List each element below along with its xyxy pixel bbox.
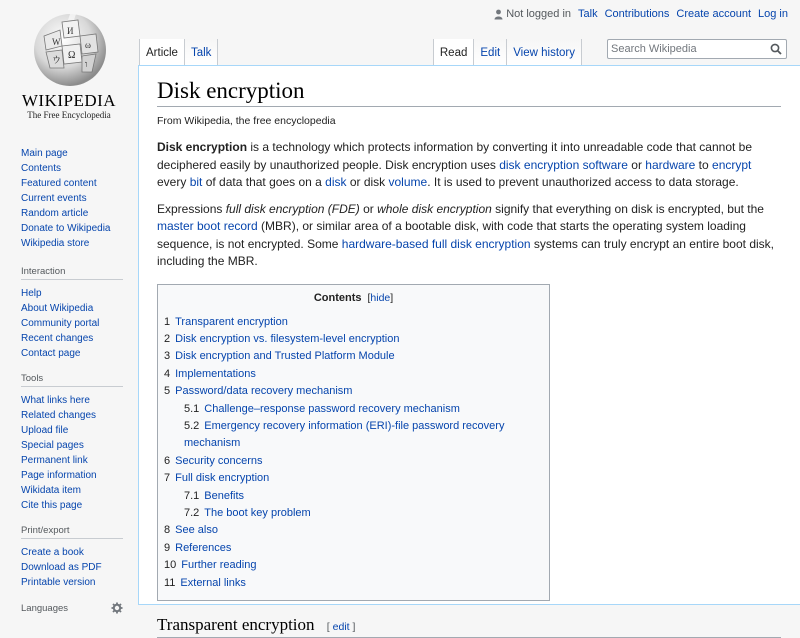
sidebar-list-item (21, 560, 138, 575)
toc-link-password-data-recovery-mechanism[interactable]: Password/data recovery mechanism (175, 385, 353, 398)
link-volume[interactable]: volume (388, 175, 428, 189)
toc-entry-number: 5.1 (184, 402, 200, 415)
sidebar-item-download-as-pdf[interactable]: Download as PDF (21, 562, 102, 573)
svg-text:ו: ו (85, 59, 88, 69)
sidebar-item-upload-file[interactable]: Upload file (21, 425, 69, 436)
toc-link-security-concerns[interactable]: Security concerns (175, 454, 263, 467)
sidebar-list-item (21, 468, 138, 483)
create-account-link[interactable]: Create account (676, 8, 752, 20)
bracket: [ (326, 621, 330, 633)
toc-link-transparent-encryption[interactable]: Transparent encryption (175, 315, 288, 328)
print-portal (0, 525, 138, 590)
sidebar-item-contents[interactable]: Contents (21, 163, 62, 174)
toc-link-external-links[interactable]: External links (180, 576, 246, 589)
sidebar-list-item (21, 161, 138, 176)
italic-term-fde: full disk encryption (FDE) (225, 201, 360, 216)
toc-link-further-reading[interactable]: Further reading (181, 559, 257, 572)
toc-entry[interactable] (164, 488, 543, 505)
tab-read-label: Read (439, 47, 468, 59)
sidebar-item-wikipedia-store[interactable]: Wikipedia store (21, 238, 90, 249)
sidebar-list-item (21, 331, 138, 346)
sidebar-item-related-changes[interactable]: Related changes (21, 410, 97, 421)
toc-entry[interactable] (164, 383, 543, 400)
toc-entry[interactable] (164, 366, 543, 383)
sidebar-item-special-pages[interactable]: Special pages (21, 440, 84, 451)
toc-title-row (164, 292, 543, 304)
link-bit[interactable]: bit (189, 175, 203, 189)
sidebar-item-about-wikipedia[interactable]: About Wikipedia (21, 303, 94, 314)
personal-tools (494, 8, 788, 20)
sidebar-list-item (21, 316, 138, 331)
bracket: ] (352, 621, 356, 633)
toc-link-disk-encryption-and-trusted-platform-module[interactable]: Disk encryption and Trusted Platform Module (175, 350, 395, 363)
toc-entry-number: 10 (164, 559, 177, 572)
toc-entry[interactable] (164, 453, 543, 470)
link-master-boot-record[interactable]: master boot record (157, 219, 258, 233)
languages-portal (0, 602, 138, 614)
log-in-link[interactable]: Log in (758, 8, 788, 20)
text-run: is a technology which protects information by converting it into unreadable code that cannot be deciphered easily by unauthorized people. Disk encryption uses (157, 140, 753, 172)
sidebar-list-item (21, 146, 138, 161)
intro-paragraph-1 (157, 139, 779, 192)
toc-entry[interactable] (164, 314, 543, 331)
toc-entry-number: 7.2 (184, 506, 200, 519)
text-run: signify that everything on disk is encrypted, but the (491, 201, 764, 216)
svg-text:ω: ω (85, 40, 91, 50)
link-hardware-based-fde[interactable]: hardware-based full disk encryption (341, 236, 531, 251)
toc-entry[interactable] (164, 505, 543, 522)
navigation-list (21, 146, 138, 251)
text-run: every (157, 175, 190, 189)
sidebar-list-item (21, 346, 138, 361)
sidebar-item-main-page[interactable]: Main page (21, 148, 68, 159)
toc-link-see-also[interactable]: See also (175, 524, 218, 537)
toc-entry-number: 5.2 (184, 419, 200, 432)
sidebar-item-printable-version[interactable]: Printable version (21, 577, 96, 588)
wikipedia-globe-icon (30, 10, 110, 90)
sidebar-list-item (21, 176, 138, 191)
languages-heading-row (21, 602, 123, 614)
sidebar-list-item (21, 453, 138, 468)
toc-link-disk-encryption-vs-filesystem-level-encryption[interactable]: Disk encryption vs. filesystem-level encryption (175, 332, 400, 345)
sidebar-item-page-information[interactable]: Page information (21, 470, 97, 481)
section-title: Transparent encryption (157, 615, 315, 634)
not-logged-in-label: Not logged in (506, 8, 572, 20)
text-run: . It is used to prevent unauthorized access to data storage. (427, 175, 739, 189)
text-run: to (695, 157, 713, 172)
table-of-contents (157, 284, 550, 602)
italic-term-whole-disk: whole disk encryption (377, 201, 492, 216)
interaction-portal (0, 266, 138, 361)
toc-hide-link[interactable]: hide (370, 291, 391, 304)
wikipedia-logo[interactable] (0, 0, 138, 130)
sidebar-item-featured-content[interactable]: Featured content (21, 178, 97, 189)
contributions-link[interactable]: Contributions (604, 8, 670, 20)
sidebar-item-recent-changes[interactable]: Recent changes (21, 333, 94, 344)
search-input[interactable] (608, 43, 768, 55)
toc-entry[interactable] (164, 331, 543, 348)
text-run: of data that goes on a (202, 175, 326, 189)
text-run: or (359, 201, 378, 216)
article-content (138, 65, 800, 634)
sidebar (0, 140, 138, 626)
tab-view-history[interactable] (507, 39, 582, 65)
toc-entry[interactable] (164, 470, 543, 487)
sidebar-list-item (21, 221, 138, 236)
toc-link-implementations[interactable]: Implementations (175, 367, 256, 380)
view-tabs (433, 39, 582, 65)
sidebar-list-item (21, 545, 138, 560)
tab-talk-label: Talk (190, 47, 212, 59)
intro-paragraph-2 (157, 201, 779, 271)
tab-read[interactable] (433, 39, 475, 65)
tab-talk[interactable] (185, 39, 218, 65)
toc-entry-number: 9 (164, 541, 171, 554)
tools-list (21, 393, 138, 513)
link-hardware[interactable]: hardware (645, 157, 696, 172)
tools-portal (0, 373, 138, 513)
print-list (21, 545, 138, 590)
toc-title: Contents (313, 291, 362, 304)
search-box (607, 39, 787, 59)
toc-link-emergency-recovery-information-eri-file-password-recovery-mechanism[interactable]: Emergency recovery information (ERI)-file password recovery mechanism (184, 419, 505, 450)
page-title: Disk encryption (157, 78, 781, 107)
wikipedia-wordmark: WIKIPEDIA (21, 91, 117, 110)
svg-text:И: И (67, 26, 74, 36)
toc-link-the-boot-key-problem[interactable]: The boot key problem (204, 506, 311, 519)
tab-edit[interactable] (474, 39, 507, 65)
toc-entry-number: 7 (164, 472, 171, 485)
print-heading: Print/export (21, 525, 123, 539)
sidebar-item-random-article[interactable]: Random article (21, 208, 89, 219)
interaction-heading: Interaction (21, 266, 123, 280)
sidebar-item-community-portal[interactable]: Community portal (21, 318, 100, 329)
link-disk-encryption-software[interactable]: disk encryption software (499, 157, 628, 172)
search-icon[interactable] (770, 43, 782, 55)
toc-entry[interactable] (164, 418, 543, 453)
toc-entry[interactable] (164, 540, 543, 557)
sidebar-list-item (21, 498, 138, 513)
bracket: ] (390, 291, 394, 304)
toc-entry[interactable] (164, 401, 543, 418)
svg-text:ウ: ウ (52, 55, 62, 65)
toc-entry[interactable] (164, 557, 543, 574)
sidebar-list-item (21, 423, 138, 438)
toc-entry-number: 3 (164, 350, 171, 363)
site-subtitle: From Wikipedia, the free encyclopedia (157, 115, 336, 127)
user-icon (494, 9, 503, 20)
gear-icon[interactable] (111, 602, 123, 614)
svg-text:Ω: Ω (68, 50, 76, 61)
tools-heading: Tools (21, 373, 123, 387)
sidebar-list-item (21, 206, 138, 221)
link-encrypt[interactable]: encrypt (712, 157, 752, 172)
section-heading-transparent-encryption (157, 615, 781, 638)
tab-article-label: Article (146, 47, 178, 59)
navigation-portal (0, 146, 138, 251)
toc-entry-number: 5 (164, 385, 171, 398)
languages-heading: Languages (21, 602, 69, 614)
sidebar-list-item (21, 301, 138, 316)
sidebar-list-item (21, 393, 138, 408)
toc-entry[interactable] (164, 522, 543, 539)
toc-entry-number: 8 (164, 524, 171, 537)
sidebar-item-what-links-here[interactable]: What links here (21, 395, 90, 406)
sidebar-item-wikidata-item[interactable]: Wikidata item (21, 485, 82, 496)
text-run: systems can truly encrypt an entire boot disk, including the MBR. (157, 236, 774, 268)
link-disk[interactable]: disk (325, 175, 347, 189)
sidebar-list-item (21, 575, 138, 590)
toc-hide-toggle (365, 292, 394, 304)
sidebar-item-help[interactable]: Help (21, 288, 42, 299)
interaction-list (21, 286, 138, 361)
toc-entry-number: 1 (164, 315, 171, 328)
sidebar-list-item (21, 191, 138, 206)
toc-list (164, 314, 543, 593)
sidebar-item-create-a-book[interactable]: Create a book (21, 547, 84, 558)
namespace-tabs (139, 39, 218, 65)
talk-link[interactable]: Talk (578, 8, 598, 20)
toc-link-references[interactable]: References (175, 541, 232, 554)
section-edit (327, 621, 356, 633)
text-run: (MBR), or similar area of a bootable disk, with code that starts the operating system loading sequence, is not encrypted. Some (157, 219, 746, 251)
sidebar-list-item (21, 438, 138, 453)
sidebar-list-item (21, 483, 138, 498)
sidebar-item-contact-page[interactable]: Contact page (21, 348, 81, 359)
tab-edit-label: Edit (480, 47, 501, 59)
sidebar-list-item (21, 236, 138, 251)
text-run: or disk (346, 175, 389, 189)
toc-link-benefits[interactable]: Benefits (204, 489, 245, 502)
toc-link-challenge-response-password-recovery-mechanism[interactable]: Challenge–response password recovery mechanism (204, 402, 460, 415)
sidebar-item-permanent-link[interactable]: Permanent link (21, 455, 88, 466)
section-edit-link[interactable]: edit (332, 621, 350, 633)
toc-entry[interactable] (164, 575, 543, 592)
toc-entry-number: 7.1 (184, 489, 200, 502)
tab-view-history-label: View history (513, 47, 575, 59)
wikipedia-tagline: The Free Encyclopedia (27, 110, 111, 120)
sidebar-item-current-events[interactable]: Current events (21, 193, 87, 204)
text-run: Expressions (157, 201, 226, 216)
toc-entry-number: 6 (164, 454, 171, 467)
article-subject-bold: Disk encryption (157, 140, 248, 154)
not-logged-in-status (494, 8, 571, 20)
sidebar-list-item (21, 286, 138, 301)
svg-text:W: W (52, 37, 61, 47)
toc-entry-number: 2 (164, 332, 171, 345)
toc-entry-number: 4 (164, 367, 171, 380)
bracket: [ (367, 291, 371, 304)
tab-article[interactable] (139, 39, 185, 65)
sidebar-item-donate-to-wikipedia[interactable]: Donate to Wikipedia (21, 223, 111, 234)
text-run: or (627, 157, 646, 172)
sidebar-list-item (21, 408, 138, 423)
toc-link-full-disk-encryption[interactable]: Full disk encryption (175, 472, 270, 485)
toc-entry[interactable] (164, 348, 543, 365)
sidebar-item-cite-this-page[interactable]: Cite this page (21, 500, 83, 511)
toc-entry-number: 11 (164, 576, 176, 589)
